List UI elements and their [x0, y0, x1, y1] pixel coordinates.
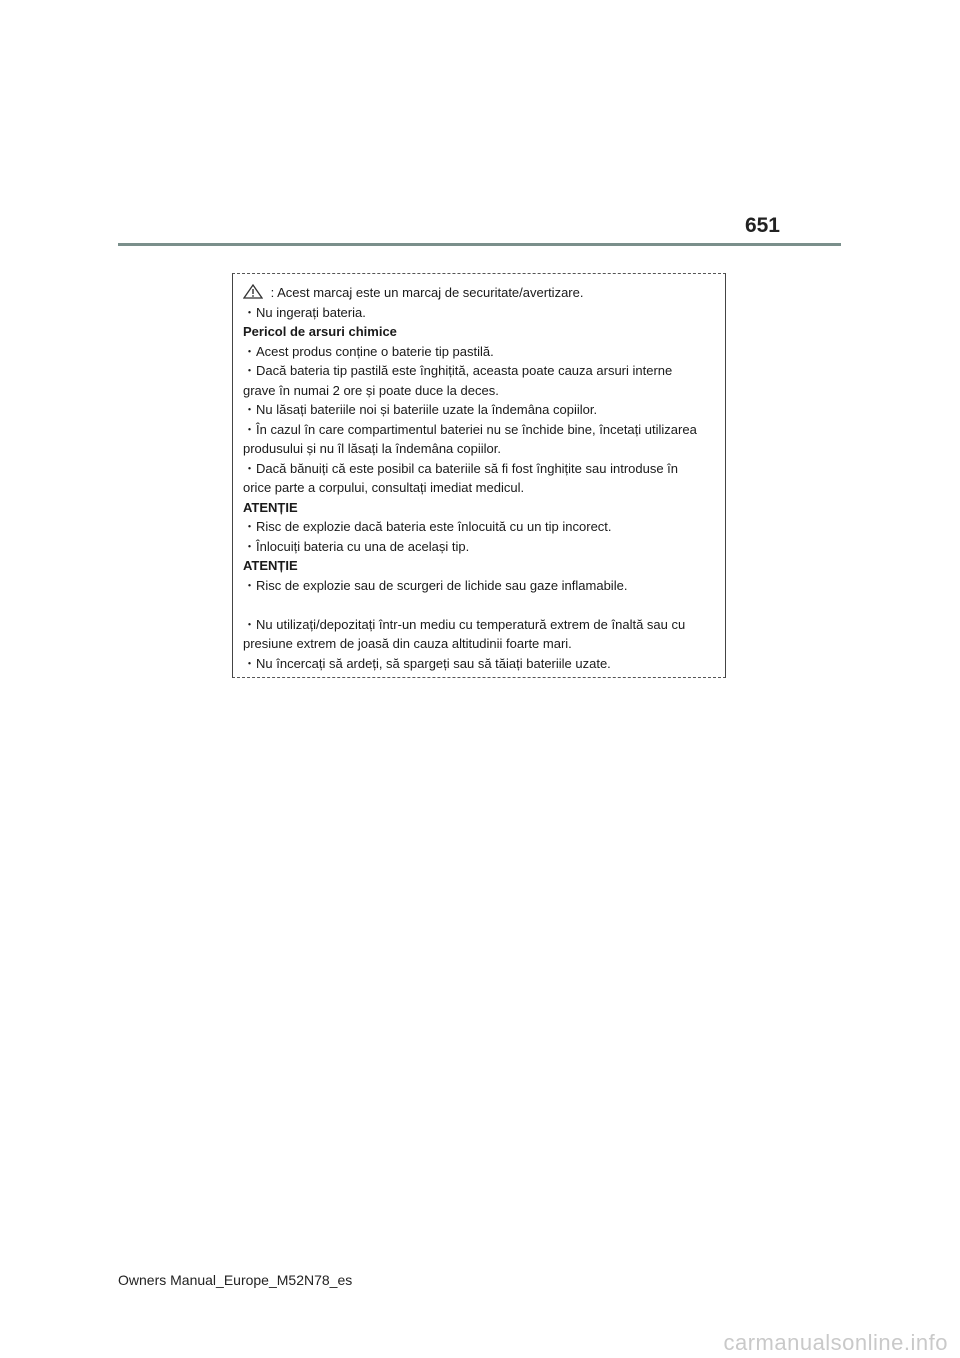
notice-line: ・Nu utilizați/depozitați într-un mediu cu temperatură extrem de înaltă sau cu — [243, 616, 686, 632]
notice-line: ・Risc de explozie sau de scurgeri de lichide sau gaze inflamabile. — [243, 577, 628, 593]
notice-line: grave în numai 2 ore și poate duce la deces. — [243, 382, 499, 398]
notice-line: ・Dacă bateria tip pastilă este înghițită, aceasta poate cauza arsuri interne — [243, 363, 673, 378]
notice-line: ・În cazul în care compartimentul bateriei nu se închide bine, încetați utilizarea — [243, 421, 697, 437]
notice-line: orice parte a corpului, consultați imediat medicul. — [243, 480, 525, 495]
notice-line: ・Risc de explozie dacă bateria este înlocuită cu un tip incorect. — [243, 519, 612, 534]
header-rule — [118, 243, 841, 246]
warning-triangle-icon — [243, 284, 263, 299]
notice-line: ・Înlocuiți bateria cu una de același tip. — [243, 538, 470, 554]
notice-line: ・Nu ingerați bateria. — [243, 304, 366, 320]
symbol-explanation-line — [243, 283, 713, 303]
notice-line: produsului și nu îl lăsați la îndemâna copiilor. — [243, 441, 501, 456]
battery-warning-text — [243, 283, 713, 673]
notice-line: presiune extrem de joasă din cauza altitudinii foarte mari. — [243, 636, 572, 651]
section-heading: ATENȚIE — [243, 499, 298, 515]
notice-line: ・Nu încercați să ardeți, să spargeți sau să tăiați bateriile uzate. — [243, 655, 611, 671]
footer-manual-id: Owners Manual_Europe_M52N78_es — [118, 1272, 353, 1288]
notice-line: ・Dacă bănuiți că este posibil ca bateriile să fi fost înghițite sau introduse în — [243, 460, 679, 476]
page-number: 651 — [744, 214, 780, 237]
section-heading: ATENȚIE — [243, 558, 298, 573]
section-heading: Pericol de arsuri chimice — [243, 324, 397, 339]
watermark: carmanualsonline.info — [723, 1330, 948, 1355]
symbol-explanation-text: : Acest marcaj este un marcaj de securitate/avertizare. — [267, 285, 584, 300]
notice-line: ・Nu lăsați bateriile noi și bateriile uzate la îndemâna copiilor. — [243, 402, 598, 417]
blank-line — [243, 595, 713, 615]
notice-line: ・Acest produs conține o baterie tip pastilă. — [243, 343, 494, 359]
